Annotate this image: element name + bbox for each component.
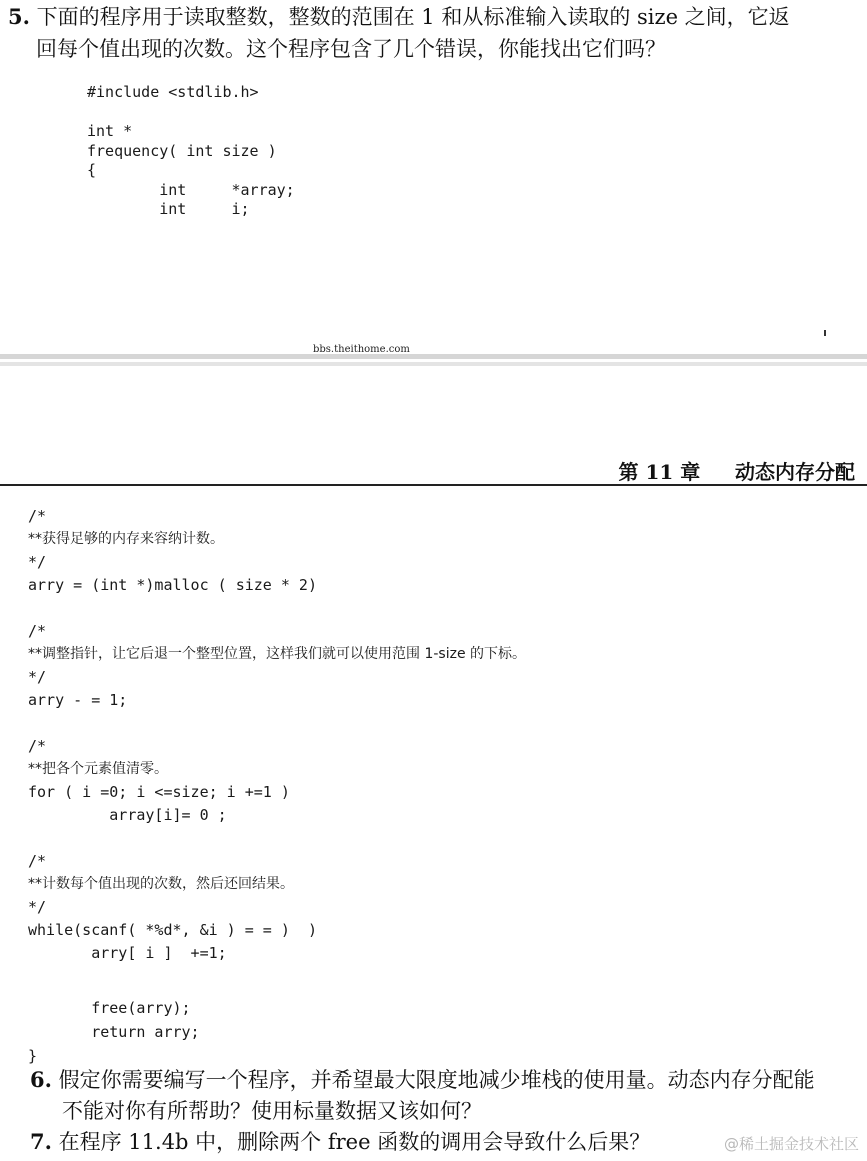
speck: [824, 330, 826, 336]
site-label: bbs.theithome.com: [313, 344, 410, 355]
code-block-3: [28, 735, 290, 827]
code-line: }: [28, 1047, 38, 1065]
watermark: @稀土掘金技术社区: [723, 1135, 859, 1153]
code-line: {: [87, 161, 97, 179]
question-number: 6.: [30, 1067, 52, 1092]
code-line: /*: [28, 737, 47, 755]
code-line: int *array;: [87, 180, 295, 199]
code-line: arry - = 1;: [28, 691, 128, 709]
code-line: while(scanf( *%d*, &i ) = = ) ): [28, 921, 317, 939]
code-line: /*: [28, 852, 47, 870]
chapter-header: [619, 456, 855, 485]
code-line: [87, 103, 295, 123]
code-line: */: [28, 553, 47, 571]
code-line: /*: [28, 507, 47, 525]
code-line: return arry;: [28, 1023, 200, 1041]
question-number: 7.: [30, 1129, 52, 1154]
chapter-number: 第 11 章: [618, 460, 701, 484]
code-block-1: [28, 505, 317, 597]
code-line: arry = (int *)malloc ( size * 2): [28, 576, 317, 594]
code-line: int *: [87, 122, 133, 140]
question-7: [30, 1127, 650, 1157]
question-text: 在程序 11.4b 中，删除两个 free 函数的调用会导致什么后果？: [58, 1130, 651, 1154]
code-line: **计数每个值出现的次数，然后还回结果。: [28, 876, 294, 892]
question-5: [8, 2, 790, 32]
code-line: **把各个元素值清零。: [28, 761, 168, 777]
page-separator-bottom: [0, 362, 867, 366]
code-block-4: [28, 850, 317, 965]
code-line: **获得足够的内存来容纳计数。: [28, 531, 224, 547]
question-5-line2: 回每个值出现的次数。这个程序包含了几个错误，你能找出它们吗？: [36, 37, 666, 61]
header-rule: [0, 484, 867, 486]
question-6-line2: 不能对你有所帮助？使用标量数据又该如何？: [62, 1099, 482, 1123]
question-text-line1: 假定你需要编写一个程序，并希望最大限度地减少堆栈的使用量。动态内存分配能: [58, 1068, 815, 1092]
code-line: /*: [28, 622, 47, 640]
code-line: free(arry);: [28, 999, 191, 1017]
code-line: array[i]= 0 ;: [28, 806, 227, 824]
code-line: int i;: [87, 200, 250, 218]
code-block-2: [28, 620, 526, 712]
code-line: frequency( int size ): [87, 141, 277, 160]
question-text-line1: 下面的程序用于读取整数，整数的范围在 1 和从标准输入读取的 size 之间，它返: [36, 5, 790, 29]
code-line: */: [28, 668, 47, 686]
code-line: */: [28, 898, 47, 916]
question-6: [30, 1065, 815, 1095]
question-number: 5.: [8, 4, 30, 29]
code-line: arry[ i ] +=1;: [28, 944, 227, 962]
code-line: #include <stdlib.h>: [87, 83, 259, 101]
chapter-title: 动态内存分配: [735, 460, 855, 484]
code-block-5: [28, 996, 200, 1068]
code-listing-top: [87, 83, 295, 220]
code-line: for ( i =0; i <=size; i +=1 ): [28, 783, 290, 801]
page-separator-top: [0, 354, 867, 359]
code-line: **调整指针，让它后退一个整型位置，这样我们就可以使用范围 1-size 的下标。: [28, 646, 527, 662]
